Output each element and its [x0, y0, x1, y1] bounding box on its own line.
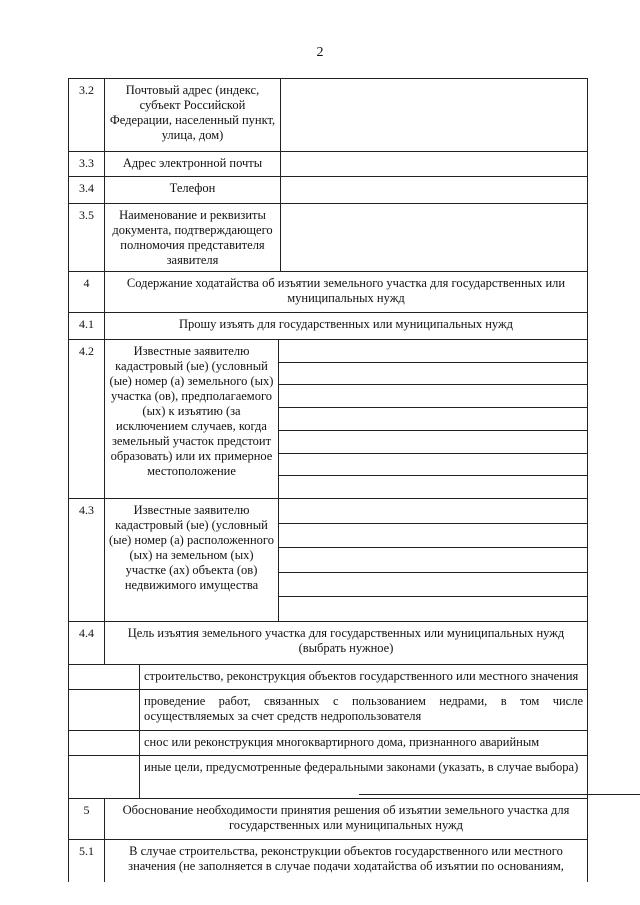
- section-heading: Содержание ходатайства об изъятии земельного участка для государственных или муниципальных нужд: [126, 276, 566, 305]
- table-row-3-3: [68, 151, 588, 176]
- row-number: 4.1: [69, 313, 105, 339]
- postal-address-field[interactable]: [281, 79, 587, 151]
- row-label: Адрес электронной почты: [105, 152, 281, 176]
- option-checkbox-cell[interactable]: [69, 665, 140, 689]
- property-number-lines: [279, 499, 587, 621]
- row-label: В случае строительства, реконструкции объектов государственного или местного значения (не заполняется в случае подачи ходатайства об изъятии по основаниям,: [128, 844, 564, 873]
- row-number: 3.3: [69, 152, 105, 176]
- row-number: 5: [69, 799, 105, 839]
- entry-line[interactable]: [279, 385, 587, 408]
- row-label: Телефон: [105, 177, 281, 203]
- row-number: 5.1: [69, 840, 105, 882]
- row-number: 4: [69, 272, 105, 312]
- table-row-4-1: [68, 312, 588, 339]
- option-checkbox-cell[interactable]: [69, 756, 140, 798]
- entry-line[interactable]: [279, 363, 587, 386]
- entry-line[interactable]: [279, 476, 587, 498]
- row-label: Известные заявителю кадастровый (ые) (условный (ые) номер (а) земельного (ых) участка (ов), предполагаемого (ых) к изъятию (за исключением случаев, когда земельный участок предстоит образовать) или их примерное местоположение: [105, 340, 279, 498]
- page-number: 2: [316, 45, 324, 60]
- table-row-3-4: [68, 176, 588, 203]
- option-checkbox-cell[interactable]: [69, 731, 140, 755]
- row-label: Почтовый адрес (индекс, субъект Российской Федерации, населенный пункт, улица, дом): [105, 79, 281, 151]
- email-field[interactable]: [281, 152, 587, 176]
- row-label: Наименование и реквизиты документа, подтверждающего полномочия представителя заявителя: [105, 204, 281, 271]
- row-number: 3.4: [69, 177, 105, 203]
- entry-line[interactable]: [279, 454, 587, 477]
- table-row-4-3: [68, 498, 588, 621]
- purpose-option-1: [68, 664, 588, 689]
- entry-line[interactable]: [279, 499, 587, 524]
- purpose-option-4: [68, 755, 588, 798]
- entry-line[interactable]: [279, 431, 587, 454]
- option-checkbox-cell[interactable]: [69, 690, 140, 730]
- entry-line[interactable]: [279, 573, 587, 598]
- option-label: проведение работ, связанных с пользованием недрами, в том числе осуществляемых за счет средств недропользователя: [144, 694, 583, 723]
- purpose-option-2: [68, 689, 588, 730]
- entry-line[interactable]: [279, 340, 587, 363]
- entry-line[interactable]: [279, 548, 587, 573]
- table-row-3-5: [68, 203, 588, 271]
- cadastral-number-lines: [279, 340, 587, 498]
- section-heading: Обоснование необходимости принятия решения об изъятии земельного участка для государственных или муниципальных нужд: [122, 803, 570, 832]
- row-label: Цель изъятия земельного участка для государственных или муниципальных нужд (выбрать нужное): [127, 626, 565, 655]
- row-number: 4.3: [69, 499, 105, 621]
- option-label: снос или реконструкция многоквартирного дома, признанного аварийным: [144, 735, 540, 749]
- table-row-4-4: [68, 621, 588, 664]
- row-number: 4.4: [69, 622, 105, 664]
- other-purpose-entry-line[interactable]: [359, 794, 640, 795]
- petition-form-table: [68, 78, 588, 882]
- table-row-4-2: [68, 339, 588, 498]
- table-row-5: [68, 798, 588, 839]
- row-number: 4.2: [69, 340, 105, 498]
- authority-document-field[interactable]: [281, 204, 587, 271]
- table-row-4: [68, 271, 588, 312]
- entry-line[interactable]: [279, 524, 587, 549]
- row-number: 3.5: [69, 204, 105, 271]
- option-label: иные цели, предусмотренные федеральными законами (указать, в случае выбора): [144, 760, 579, 774]
- row-number: 3.2: [69, 79, 105, 151]
- entry-line[interactable]: [279, 597, 587, 621]
- row-label: Известные заявителю кадастровый (ые) (условный (ые) номер (а) расположенного (ых) на земельном (ых) участке (ах) объекта (ов) недвижимого имущества: [105, 499, 279, 621]
- table-row-3-2: [68, 78, 588, 151]
- option-label: строительство, реконструкция объектов государственного или местного значения: [144, 669, 579, 683]
- entry-line[interactable]: [279, 408, 587, 431]
- phone-field[interactable]: [281, 177, 587, 203]
- purpose-option-3: [68, 730, 588, 755]
- table-row-5-1: [68, 839, 588, 882]
- row-label: Прошу изъять для государственных или муниципальных нужд: [178, 317, 513, 331]
